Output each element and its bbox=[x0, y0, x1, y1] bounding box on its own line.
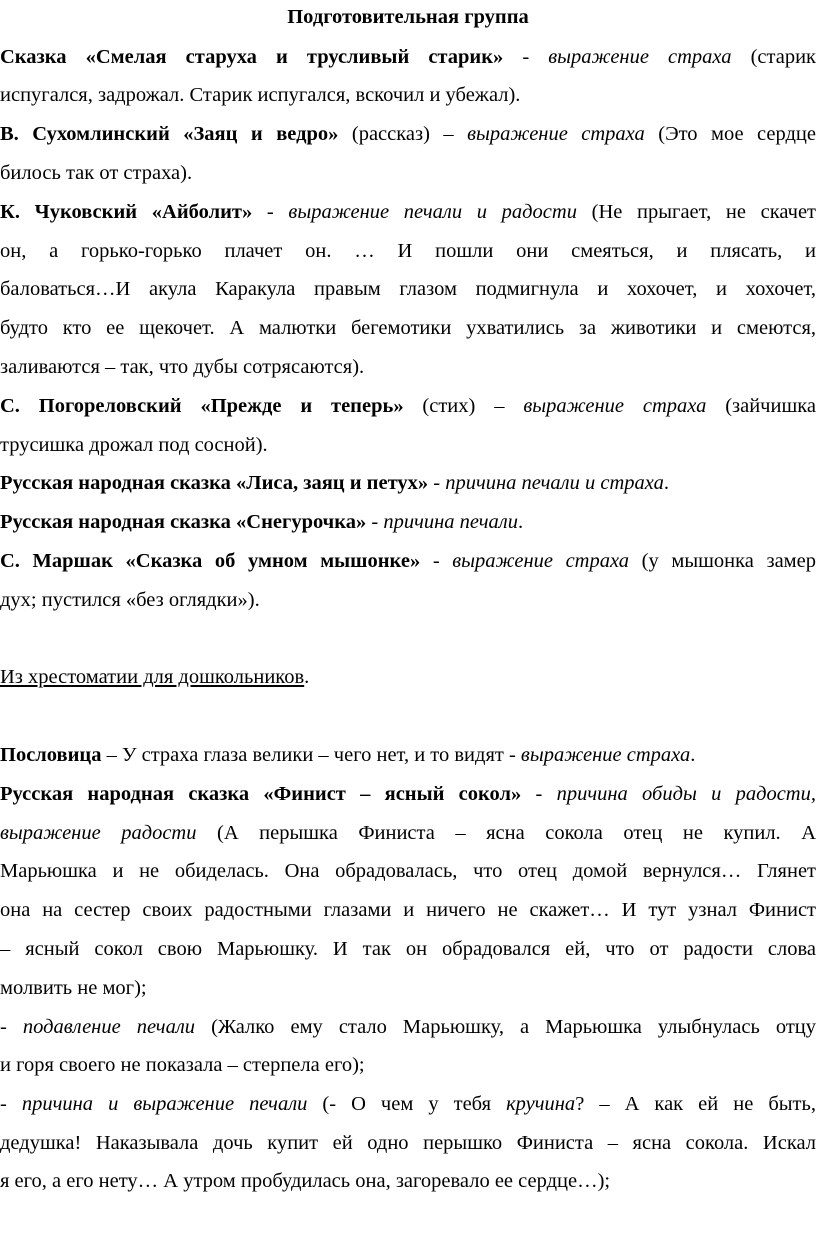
entry-3-kind: выражение печали и радости bbox=[288, 201, 577, 223]
proverb-kind: выражение страха bbox=[520, 744, 691, 766]
entry-3-line-4: будто кто ее щекочет. А малютки бегемотики ухватились за животики и смеются, bbox=[0, 317, 816, 339]
entry-4-line-2: трусишка дрожал под сосной). bbox=[0, 434, 268, 456]
entry-1-title: Сказка «Смелая старуха и трусливый старик» bbox=[0, 46, 504, 68]
finist-line-5: – ясный сокол свою Марьюшку. И так он обрадовался ей, что от радости слова bbox=[0, 938, 816, 960]
entry-1-kind: выражение страха bbox=[548, 46, 732, 68]
entry-4-kind: выражение страха bbox=[523, 395, 707, 417]
finist-section-3-line-3: я его, а его нету… А утром пробудилась она, загоревало ее сердце…); bbox=[0, 1170, 611, 1192]
entry-7-kind: выражение страха bbox=[452, 550, 630, 572]
entry-2-line-1: В. Сухомлинский «Заяц и ведро» (рассказ) – выражение страха (Это мое сердце bbox=[0, 123, 816, 145]
proverb-title: Пословица bbox=[0, 744, 102, 766]
entry-3-line-5: заливаются – так, что дубы сотрясаются). bbox=[0, 356, 365, 378]
finist-section-3-word: кручина bbox=[506, 1093, 576, 1115]
anthology-heading: Из хрестоматии для дошкольников. bbox=[0, 666, 310, 688]
entry-3-line-3: баловаться…И акула Каракула правым глазом подмигнула и хохочет, и хохочет, bbox=[0, 278, 816, 300]
entry-1-line-2: испугался, задрожал. Старик испугался, вскочил и убежал). bbox=[0, 84, 521, 106]
finist-section-2-line-2: и горя своего не показала – стерпела его); bbox=[0, 1054, 365, 1076]
entry-2-line-2: билось так от страха). bbox=[0, 162, 193, 184]
entry-3-line-1: К. Чуковский «Айболит» - выражение печали и радости (Не прыгает, не скачет bbox=[0, 201, 816, 223]
finist-section-2-line-1: - подавление печали (Жалко ему стало Марьюшку, а Марьюшка улыбнулась отцу bbox=[0, 1016, 816, 1038]
proverb-line: Пословица – У страха глаза велики – чего нет, и то видят - выражение страха. bbox=[0, 744, 696, 766]
finist-line-3: Марьюшка и не обиделась. Она обрадовалась, что отец домой вернулся… Глянет bbox=[0, 860, 816, 882]
entry-4-line-1: С. Погореловский «Прежде и теперь» (стих) – выражение страха (зайчишка bbox=[0, 395, 816, 417]
entry-5-line-1: Русская народная сказка «Лиса, заяц и петух» - причина печали и страха. bbox=[0, 472, 669, 494]
finist-line-4: она на сестер своих радостными глазами и ничего не скажет… И тут узнал Финист bbox=[0, 899, 816, 921]
entry-6-line-1: Русская народная сказка «Снегурочка» - причина печали. bbox=[0, 511, 524, 533]
entry-3-line-2: он, а горько-горько плачет он. … И пошли они смеяться, и плясать, и bbox=[0, 240, 816, 262]
finist-title: Русская народная сказка «Финист – ясный сокол» bbox=[0, 783, 522, 805]
entry-7-title: С. Маршак «Сказка об умном мышонке» bbox=[0, 550, 421, 572]
entry-1-line-1: Сказка «Смелая старуха и трусливый старик» - выражение страха (старик bbox=[0, 46, 816, 68]
finist-section-3-line-1: - причина и выражение печали (- О чем у тебя кручина? – А как ей не быть, bbox=[0, 1093, 816, 1115]
finist-section-3-kind: причина и выражение печали bbox=[21, 1093, 308, 1115]
entry-5-kind: причина печали и страха bbox=[445, 472, 664, 494]
finist-line-1: Русская народная сказка «Финист – ясный сокол» - причина обиды и радости, bbox=[0, 783, 816, 805]
entry-5-title: Русская народная сказка «Лиса, заяц и петух» bbox=[0, 472, 429, 494]
entry-7-line-2: дух; пустился «без оглядки»). bbox=[0, 589, 260, 611]
entry-4-title: С. Погореловский «Прежде и теперь» bbox=[0, 395, 404, 417]
finist-line-2: выражение радости (А перышка Финиста – ясна сокола отец не купил. А bbox=[0, 822, 816, 844]
finist-kind-b: выражение радости bbox=[0, 822, 197, 844]
entry-2-title: В. Сухомлинский «Заяц и ведро» bbox=[0, 123, 339, 145]
finist-section-3-line-2: дедушка! Наказывала дочь купит ей одно перышко Финиста – ясна сокола. Искал bbox=[0, 1132, 816, 1154]
entry-7-line-1: С. Маршак «Сказка об умном мышонке» - выражение страха (у мышонка замер bbox=[0, 550, 816, 572]
finist-line-6: молвить не мог); bbox=[0, 977, 147, 999]
entry-3-title: К. Чуковский «Айболит» bbox=[0, 201, 253, 223]
entry-2-kind: выражение страха bbox=[467, 123, 645, 145]
page-heading: Подготовительная группа bbox=[287, 6, 529, 28]
finist-section-2-kind: подавление печали bbox=[22, 1016, 196, 1038]
entry-6-kind: причина печали bbox=[383, 511, 518, 533]
finist-kind-a: причина обиды и радости, bbox=[556, 783, 816, 805]
entry-6-title: Русская народная сказка «Снегурочка» bbox=[0, 511, 367, 533]
